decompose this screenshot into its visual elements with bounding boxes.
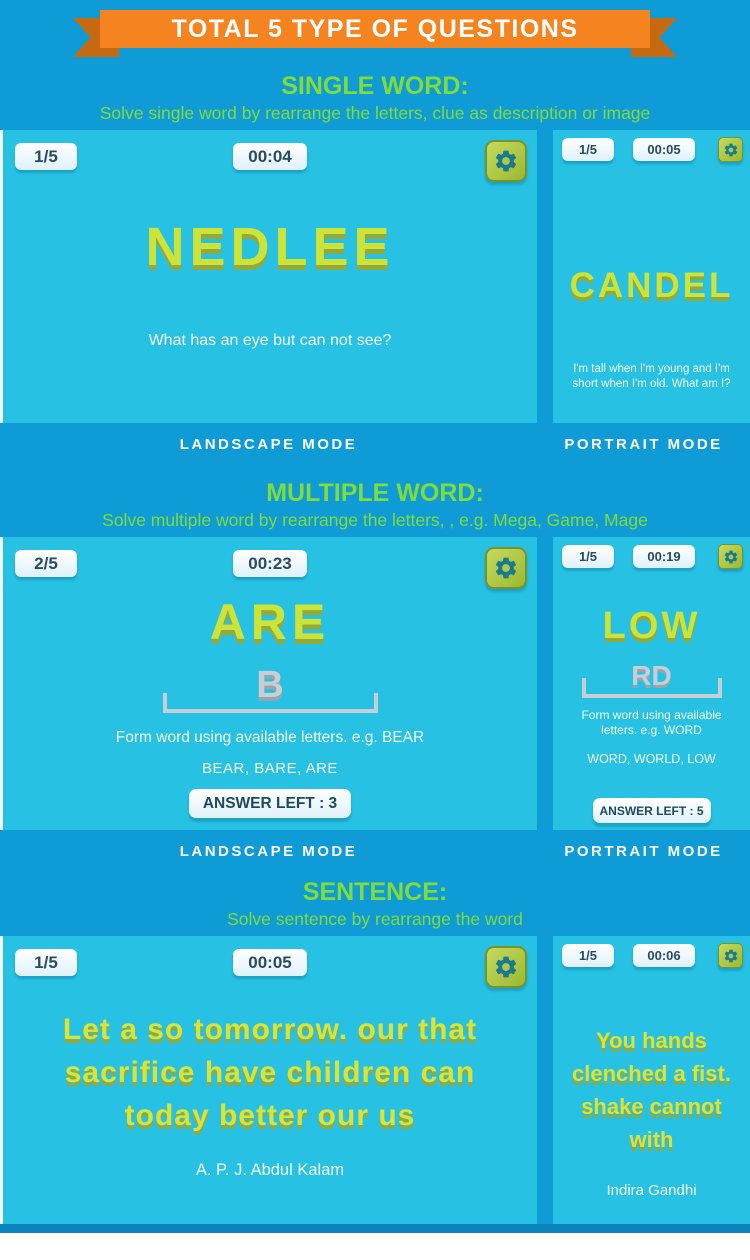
scrambled-sentence: Let a so tomorrow. our that sacrifice have children can today better our us	[62, 1013, 478, 1132]
settings-button[interactable]	[485, 140, 527, 182]
timer-badge: 00:05	[633, 138, 695, 161]
title-ribbon	[0, 0, 750, 58]
answer-left-button[interactable]: ANSWER LEFT : 3	[189, 789, 351, 818]
portrait-mode-label: PORTRAIT MODE	[564, 1242, 723, 1259]
timer-badge: 00:19	[633, 545, 695, 568]
timer-badge: 00:04	[233, 143, 307, 170]
timer-badge: 00:06	[633, 944, 695, 967]
gear-icon	[723, 142, 739, 158]
available-letters[interactable]: RD	[631, 660, 672, 691]
hint-text: Form word using available letters. e.g. WORD	[581, 708, 722, 737]
game-header	[553, 130, 750, 176]
section-subtitle: Solve sentence by rearrange the word	[227, 909, 523, 929]
gear-icon	[723, 549, 739, 565]
portrait-screenshot-panel	[553, 936, 750, 1229]
scrambled-word: NEDLEE	[145, 217, 395, 277]
hint-text: Form word using available letters. e.g. BEAR	[115, 729, 425, 746]
settings-button[interactable]	[718, 943, 743, 968]
letter-tray[interactable]	[582, 648, 722, 698]
landscape-mode-label: LANDSCAPE MODE	[179, 436, 358, 453]
mode-labels	[0, 843, 750, 860]
formed-word: ARE	[209, 594, 331, 650]
settings-button[interactable]	[718, 544, 743, 569]
panel-gap	[537, 130, 553, 423]
screenshot-row	[0, 537, 750, 830]
answer-left-button[interactable]: ANSWER LEFT : 5	[593, 798, 711, 823]
portrait-screenshot-panel	[553, 130, 750, 423]
quote-author: A. P. J. Abdul Kalam	[195, 1161, 345, 1179]
section-heading: MULTIPLE WORD:	[266, 479, 484, 507]
game-header	[553, 936, 750, 982]
progress-badge: 1/5	[562, 545, 614, 568]
ribbon-bar	[100, 10, 650, 48]
mode-labels	[0, 1242, 750, 1259]
portrait-screenshot-panel	[553, 537, 750, 830]
progress-badge: 2/5	[15, 550, 77, 577]
game-header	[553, 537, 750, 583]
landscape-screenshot-panel	[0, 537, 537, 830]
portrait-mode-label: PORTRAIT MODE	[564, 843, 723, 860]
gear-icon	[723, 948, 739, 964]
section-single-word	[0, 72, 750, 453]
screenshot-row	[0, 130, 750, 423]
section-sentence	[0, 878, 750, 1259]
available-letters[interactable]: B	[256, 664, 284, 706]
answer-list: BEAR, BARE, ARE	[202, 760, 338, 777]
timer-badge: 00:23	[233, 550, 307, 577]
clue-text: I'm tall when I'm young and I'm short when I'm old. What am I?	[572, 363, 731, 390]
quote-author: Indira Gandhi	[606, 1182, 697, 1199]
settings-button[interactable]	[485, 946, 527, 988]
scrambled-word: CANDEL	[569, 266, 734, 305]
section-heading: SINGLE WORD:	[281, 72, 469, 100]
letter-tray[interactable]	[163, 651, 378, 713]
game-header	[3, 936, 537, 982]
game-header	[3, 537, 537, 583]
tray-bracket	[582, 678, 722, 698]
progress-badge: 1/5	[562, 138, 614, 161]
answer-list: WORD, WORLD, LOW	[587, 752, 716, 766]
bottom-strip	[0, 1224, 750, 1233]
landscape-screenshot-panel	[0, 936, 537, 1229]
portrait-mode-label: PORTRAIT MODE	[564, 436, 723, 453]
settings-button[interactable]	[485, 547, 527, 589]
settings-button[interactable]	[718, 137, 743, 162]
screenshot-row	[0, 936, 750, 1229]
gear-icon	[493, 148, 519, 174]
game-header	[3, 130, 537, 176]
panel-gap	[537, 537, 553, 830]
section-subtitle: Solve multiple word by rearrange the letters, , e.g. Mega, Game, Mage	[102, 510, 648, 530]
landscape-mode-label: LANDSCAPE MODE	[179, 843, 358, 860]
mode-labels	[0, 436, 750, 453]
landscape-screenshot-panel	[0, 130, 537, 423]
gear-icon	[493, 555, 519, 581]
scrambled-sentence: You hands clenched a fist. shake cannot with	[572, 1028, 731, 1152]
section-subtitle: Solve single word by rearrange the letters, clue as description or image	[99, 103, 651, 123]
section-heading: SENTENCE:	[302, 878, 448, 906]
progress-badge: 1/5	[562, 944, 614, 967]
formed-word: LOW	[602, 605, 701, 647]
clue-text: What has an eye but can not see?	[148, 332, 392, 349]
progress-badge: 1/5	[15, 143, 77, 170]
progress-badge: 1/5	[15, 949, 77, 976]
panel-gap	[537, 936, 553, 1229]
landscape-mode-label: LANDSCAPE MODE	[179, 1242, 358, 1259]
section-multiple-word	[0, 479, 750, 860]
timer-badge: 00:05	[233, 949, 307, 976]
gear-icon	[493, 954, 519, 980]
page-title: TOTAL 5 TYPE OF QUESTIONS	[171, 14, 579, 43]
tray-bracket	[163, 693, 378, 713]
